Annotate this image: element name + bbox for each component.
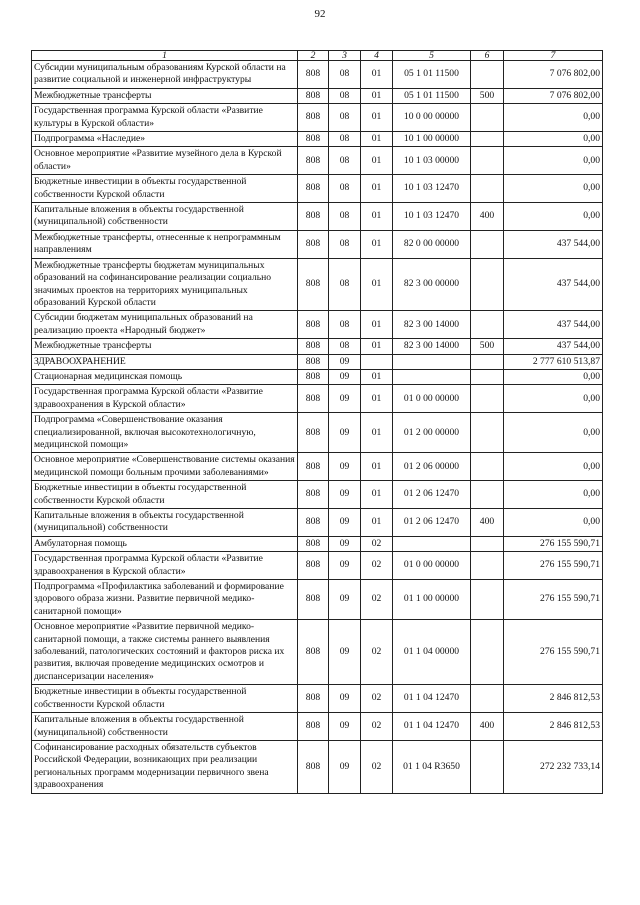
- item-name-cell: ЗДРАВООХРАНЕНИЕ: [32, 354, 298, 369]
- amount-cell: 7 076 802,00: [504, 61, 603, 89]
- amount-cell: 0,00: [504, 104, 603, 132]
- subsection-cell: 01: [361, 203, 393, 231]
- section-cell: 08: [329, 132, 361, 147]
- amount-cell: 0,00: [504, 509, 603, 537]
- item-name-cell: Межбюджетные трансферты бюджетам муниципальных образований на софинансирование реализации социально значимых проектов на территориях муниципальных образований Курской области: [32, 258, 298, 311]
- amount-cell: 0,00: [504, 481, 603, 509]
- admin-code-cell: 808: [298, 580, 329, 620]
- section-cell: 08: [329, 203, 361, 231]
- expense-type-cell: [471, 61, 504, 89]
- target-article-cell: 10 0 00 00000: [393, 104, 471, 132]
- item-name-cell: Подпрограмма «Наследие»: [32, 132, 298, 147]
- target-article-cell: 01 1 04 12470: [393, 685, 471, 713]
- header-cell: 2: [298, 51, 329, 61]
- expense-type-cell: [471, 258, 504, 311]
- expense-type-cell: [471, 481, 504, 509]
- expense-type-cell: [471, 175, 504, 203]
- amount-cell: 0,00: [504, 453, 603, 481]
- item-name-cell: Государственная программа Курской области «Развитие культуры в Курской области»: [32, 104, 298, 132]
- expense-type-cell: 500: [471, 339, 504, 354]
- admin-code-cell: 808: [298, 552, 329, 580]
- target-article-cell: 82 3 00 14000: [393, 339, 471, 354]
- admin-code-cell: 808: [298, 481, 329, 509]
- item-name-cell: Софинансирование расходных обязательств субъектов Российской Федерации, возникающих при реализации региональных программ модернизации первичного звена здравоохранения: [32, 740, 298, 793]
- target-article-cell: 01 0 00 00000: [393, 552, 471, 580]
- table-row: [32, 580, 603, 620]
- table-row: [32, 104, 603, 132]
- section-cell: 09: [329, 552, 361, 580]
- subsection-cell: 01: [361, 147, 393, 175]
- section-cell: 09: [329, 509, 361, 537]
- item-name-cell: Подпрограмма «Совершенствование оказания специализированной, включая высокотехнологичную, медицинской помощи»: [32, 413, 298, 453]
- section-cell: 09: [329, 369, 361, 384]
- target-article-cell: 01 1 04 R3650: [393, 740, 471, 793]
- table-row: [32, 61, 603, 89]
- target-article-cell: [393, 369, 471, 384]
- section-cell: 08: [329, 104, 361, 132]
- target-article-cell: 10 1 03 12470: [393, 203, 471, 231]
- amount-cell: 0,00: [504, 413, 603, 453]
- target-article-cell: [393, 354, 471, 369]
- item-name-cell: Подпрограмма «Профилактика заболеваний и формирование здорового образа жизни. Развитие первичной медико-санитарной помощи»: [32, 580, 298, 620]
- admin-code-cell: 808: [298, 536, 329, 551]
- amount-cell: 276 155 590,71: [504, 552, 603, 580]
- amount-cell: 276 155 590,71: [504, 536, 603, 551]
- item-name-cell: Основное мероприятие «Развитие первичной медико-санитарной помощи, а также системы раннего выявления заболеваний, патологических состояний и факторов риска их развития, включая проведение медицинских осмотров и диспансеризации населения»: [32, 620, 298, 685]
- admin-code-cell: 808: [298, 88, 329, 103]
- subsection-cell: 02: [361, 620, 393, 685]
- item-name-cell: Межбюджетные трансферты, отнесенные к непрограммным направлениям: [32, 230, 298, 258]
- subsection-cell: 01: [361, 481, 393, 509]
- section-cell: 09: [329, 580, 361, 620]
- table-row: [32, 713, 603, 741]
- section-cell: 09: [329, 481, 361, 509]
- target-article-cell: 05 1 01 11500: [393, 61, 471, 89]
- target-article-cell: 10 1 03 12470: [393, 175, 471, 203]
- item-name-cell: Бюджетные инвестиции в объекты государственной собственности Курской области: [32, 175, 298, 203]
- header-cell: 1: [32, 51, 298, 61]
- expense-type-cell: [471, 580, 504, 620]
- amount-cell: 276 155 590,71: [504, 620, 603, 685]
- section-cell: 09: [329, 354, 361, 369]
- subsection-cell: 02: [361, 536, 393, 551]
- table-row: [32, 453, 603, 481]
- table-row: [32, 369, 603, 384]
- item-name-cell: Субсидии муниципальным образованиям Курской области на развитие социальной и инженерной инфраструктуры: [32, 61, 298, 89]
- table-row: [32, 620, 603, 685]
- section-cell: 08: [329, 230, 361, 258]
- subsection-cell: 01: [361, 339, 393, 354]
- amount-cell: 7 076 802,00: [504, 88, 603, 103]
- section-cell: 09: [329, 536, 361, 551]
- subsection-cell: 02: [361, 713, 393, 741]
- subsection-cell: 01: [361, 88, 393, 103]
- table-row: [32, 230, 603, 258]
- admin-code-cell: 808: [298, 258, 329, 311]
- target-article-cell: 01 0 00 00000: [393, 385, 471, 413]
- admin-code-cell: 808: [298, 61, 329, 89]
- section-cell: 09: [329, 740, 361, 793]
- admin-code-cell: 808: [298, 620, 329, 685]
- expense-type-cell: [471, 536, 504, 551]
- table-row: [32, 740, 603, 793]
- subsection-cell: 01: [361, 132, 393, 147]
- table-row: [32, 536, 603, 551]
- amount-cell: 0,00: [504, 369, 603, 384]
- table-row: [32, 481, 603, 509]
- table-row: [32, 385, 603, 413]
- admin-code-cell: 808: [298, 104, 329, 132]
- admin-code-cell: 808: [298, 509, 329, 537]
- target-article-cell: 82 0 00 00000: [393, 230, 471, 258]
- item-name-cell: Государственная программа Курской области «Развитие здравоохранения в Курской области»: [32, 552, 298, 580]
- amount-cell: 0,00: [504, 385, 603, 413]
- section-cell: 08: [329, 61, 361, 89]
- subsection-cell: 01: [361, 258, 393, 311]
- target-article-cell: 10 1 03 00000: [393, 147, 471, 175]
- admin-code-cell: 808: [298, 132, 329, 147]
- amount-cell: 0,00: [504, 132, 603, 147]
- admin-code-cell: 808: [298, 713, 329, 741]
- expense-type-cell: [471, 552, 504, 580]
- admin-code-cell: 808: [298, 453, 329, 481]
- subsection-cell: 01: [361, 104, 393, 132]
- admin-code-cell: 808: [298, 413, 329, 453]
- target-article-cell: 01 2 06 12470: [393, 509, 471, 537]
- expense-type-cell: 500: [471, 88, 504, 103]
- table-header-row: [32, 51, 603, 61]
- admin-code-cell: 808: [298, 385, 329, 413]
- table-row: [32, 311, 603, 339]
- target-article-cell: 10 1 00 00000: [393, 132, 471, 147]
- target-article-cell: 01 2 06 00000: [393, 453, 471, 481]
- amount-cell: 272 232 733,14: [504, 740, 603, 793]
- table-row: [32, 258, 603, 311]
- item-name-cell: Стационарная медицинская помощь: [32, 369, 298, 384]
- amount-cell: 437 544,00: [504, 311, 603, 339]
- subsection-cell: 01: [361, 453, 393, 481]
- expense-type-cell: [471, 620, 504, 685]
- section-cell: 08: [329, 339, 361, 354]
- admin-code-cell: 808: [298, 147, 329, 175]
- table-row: [32, 413, 603, 453]
- amount-cell: 437 544,00: [504, 258, 603, 311]
- section-cell: 08: [329, 147, 361, 175]
- subsection-cell: 01: [361, 230, 393, 258]
- target-article-cell: [393, 536, 471, 551]
- subsection-cell: 02: [361, 552, 393, 580]
- item-name-cell: Основное мероприятие «Развитие музейного дела в Курской области»: [32, 147, 298, 175]
- subsection-cell: 02: [361, 740, 393, 793]
- budget-table: [31, 50, 603, 794]
- target-article-cell: 82 3 00 14000: [393, 311, 471, 339]
- admin-code-cell: 808: [298, 203, 329, 231]
- admin-code-cell: 808: [298, 740, 329, 793]
- table-row: [32, 147, 603, 175]
- subsection-cell: 01: [361, 175, 393, 203]
- header-cell: 5: [393, 51, 471, 61]
- item-name-cell: Капитальные вложения в объекты государственной (муниципальной) собственности: [32, 203, 298, 231]
- admin-code-cell: 808: [298, 230, 329, 258]
- page-number: 92: [314, 8, 326, 20]
- target-article-cell: 01 2 00 00000: [393, 413, 471, 453]
- item-name-cell: Государственная программа Курской области «Развитие здравоохранения в Курской области»: [32, 385, 298, 413]
- target-article-cell: 82 3 00 00000: [393, 258, 471, 311]
- target-article-cell: 01 1 04 12470: [393, 713, 471, 741]
- section-cell: 08: [329, 88, 361, 103]
- admin-code-cell: 808: [298, 311, 329, 339]
- item-name-cell: Субсидии бюджетам муниципальных образований на реализацию проекта «Народный бюджет»: [32, 311, 298, 339]
- amount-cell: 2 846 812,53: [504, 685, 603, 713]
- subsection-cell: 01: [361, 385, 393, 413]
- item-name-cell: Основное мероприятие «Совершенствование системы оказания медицинской помощи больным прочими заболеваниями»: [32, 453, 298, 481]
- table-row: [32, 509, 603, 537]
- admin-code-cell: 808: [298, 369, 329, 384]
- expense-type-cell: [471, 413, 504, 453]
- expense-type-cell: 400: [471, 713, 504, 741]
- amount-cell: 0,00: [504, 175, 603, 203]
- subsection-cell: 01: [361, 413, 393, 453]
- section-cell: 08: [329, 175, 361, 203]
- table-row: [32, 685, 603, 713]
- table-row: [32, 88, 603, 103]
- header-cell: 3: [329, 51, 361, 61]
- table-row: [32, 175, 603, 203]
- expense-type-cell: 400: [471, 203, 504, 231]
- item-name-cell: Межбюджетные трансферты: [32, 339, 298, 354]
- section-cell: 09: [329, 453, 361, 481]
- item-name-cell: Капитальные вложения в объекты государственной (муниципальной) собственности: [32, 509, 298, 537]
- table-row: [32, 132, 603, 147]
- amount-cell: 2 846 812,53: [504, 713, 603, 741]
- item-name-cell: Амбулаторная помощь: [32, 536, 298, 551]
- amount-cell: 2 777 610 513,87: [504, 354, 603, 369]
- table-body: [32, 61, 603, 794]
- expense-type-cell: [471, 740, 504, 793]
- admin-code-cell: 808: [298, 175, 329, 203]
- section-cell: 08: [329, 311, 361, 339]
- table-row: [32, 203, 603, 231]
- section-cell: 09: [329, 713, 361, 741]
- expense-type-cell: [471, 385, 504, 413]
- amount-cell: 437 544,00: [504, 339, 603, 354]
- item-name-cell: Бюджетные инвестиции в объекты государственной собственности Курской области: [32, 685, 298, 713]
- section-cell: 09: [329, 413, 361, 453]
- section-cell: 09: [329, 685, 361, 713]
- section-cell: 09: [329, 385, 361, 413]
- table-row: [32, 354, 603, 369]
- admin-code-cell: 808: [298, 685, 329, 713]
- expense-type-cell: [471, 354, 504, 369]
- amount-cell: 0,00: [504, 203, 603, 231]
- expense-type-cell: [471, 311, 504, 339]
- expense-type-cell: [471, 147, 504, 175]
- admin-code-cell: 808: [298, 339, 329, 354]
- subsection-cell: 02: [361, 580, 393, 620]
- item-name-cell: Бюджетные инвестиции в объекты государственной собственности Курской области: [32, 481, 298, 509]
- expense-type-cell: [471, 132, 504, 147]
- item-name-cell: Капитальные вложения в объекты государственной (муниципальной) собственности: [32, 713, 298, 741]
- amount-cell: 437 544,00: [504, 230, 603, 258]
- subsection-cell: 01: [361, 311, 393, 339]
- amount-cell: 0,00: [504, 147, 603, 175]
- header-cell: 4: [361, 51, 393, 61]
- subsection-cell: 01: [361, 369, 393, 384]
- target-article-cell: 01 1 04 00000: [393, 620, 471, 685]
- subsection-cell: [361, 354, 393, 369]
- expense-type-cell: [471, 104, 504, 132]
- subsection-cell: 02: [361, 685, 393, 713]
- amount-cell: 276 155 590,71: [504, 580, 603, 620]
- expense-type-cell: [471, 453, 504, 481]
- subsection-cell: 01: [361, 509, 393, 537]
- header-cell: 6: [471, 51, 504, 61]
- item-name-cell: Межбюджетные трансферты: [32, 88, 298, 103]
- target-article-cell: 01 2 06 12470: [393, 481, 471, 509]
- expense-type-cell: 400: [471, 509, 504, 537]
- subsection-cell: 01: [361, 61, 393, 89]
- table-row: [32, 339, 603, 354]
- admin-code-cell: 808: [298, 354, 329, 369]
- target-article-cell: 01 1 00 00000: [393, 580, 471, 620]
- expense-type-cell: [471, 369, 504, 384]
- section-cell: 08: [329, 258, 361, 311]
- table-row: [32, 552, 603, 580]
- expense-type-cell: [471, 230, 504, 258]
- expense-type-cell: [471, 685, 504, 713]
- section-cell: 09: [329, 620, 361, 685]
- target-article-cell: 05 1 01 11500: [393, 88, 471, 103]
- header-cell: 7: [504, 51, 603, 61]
